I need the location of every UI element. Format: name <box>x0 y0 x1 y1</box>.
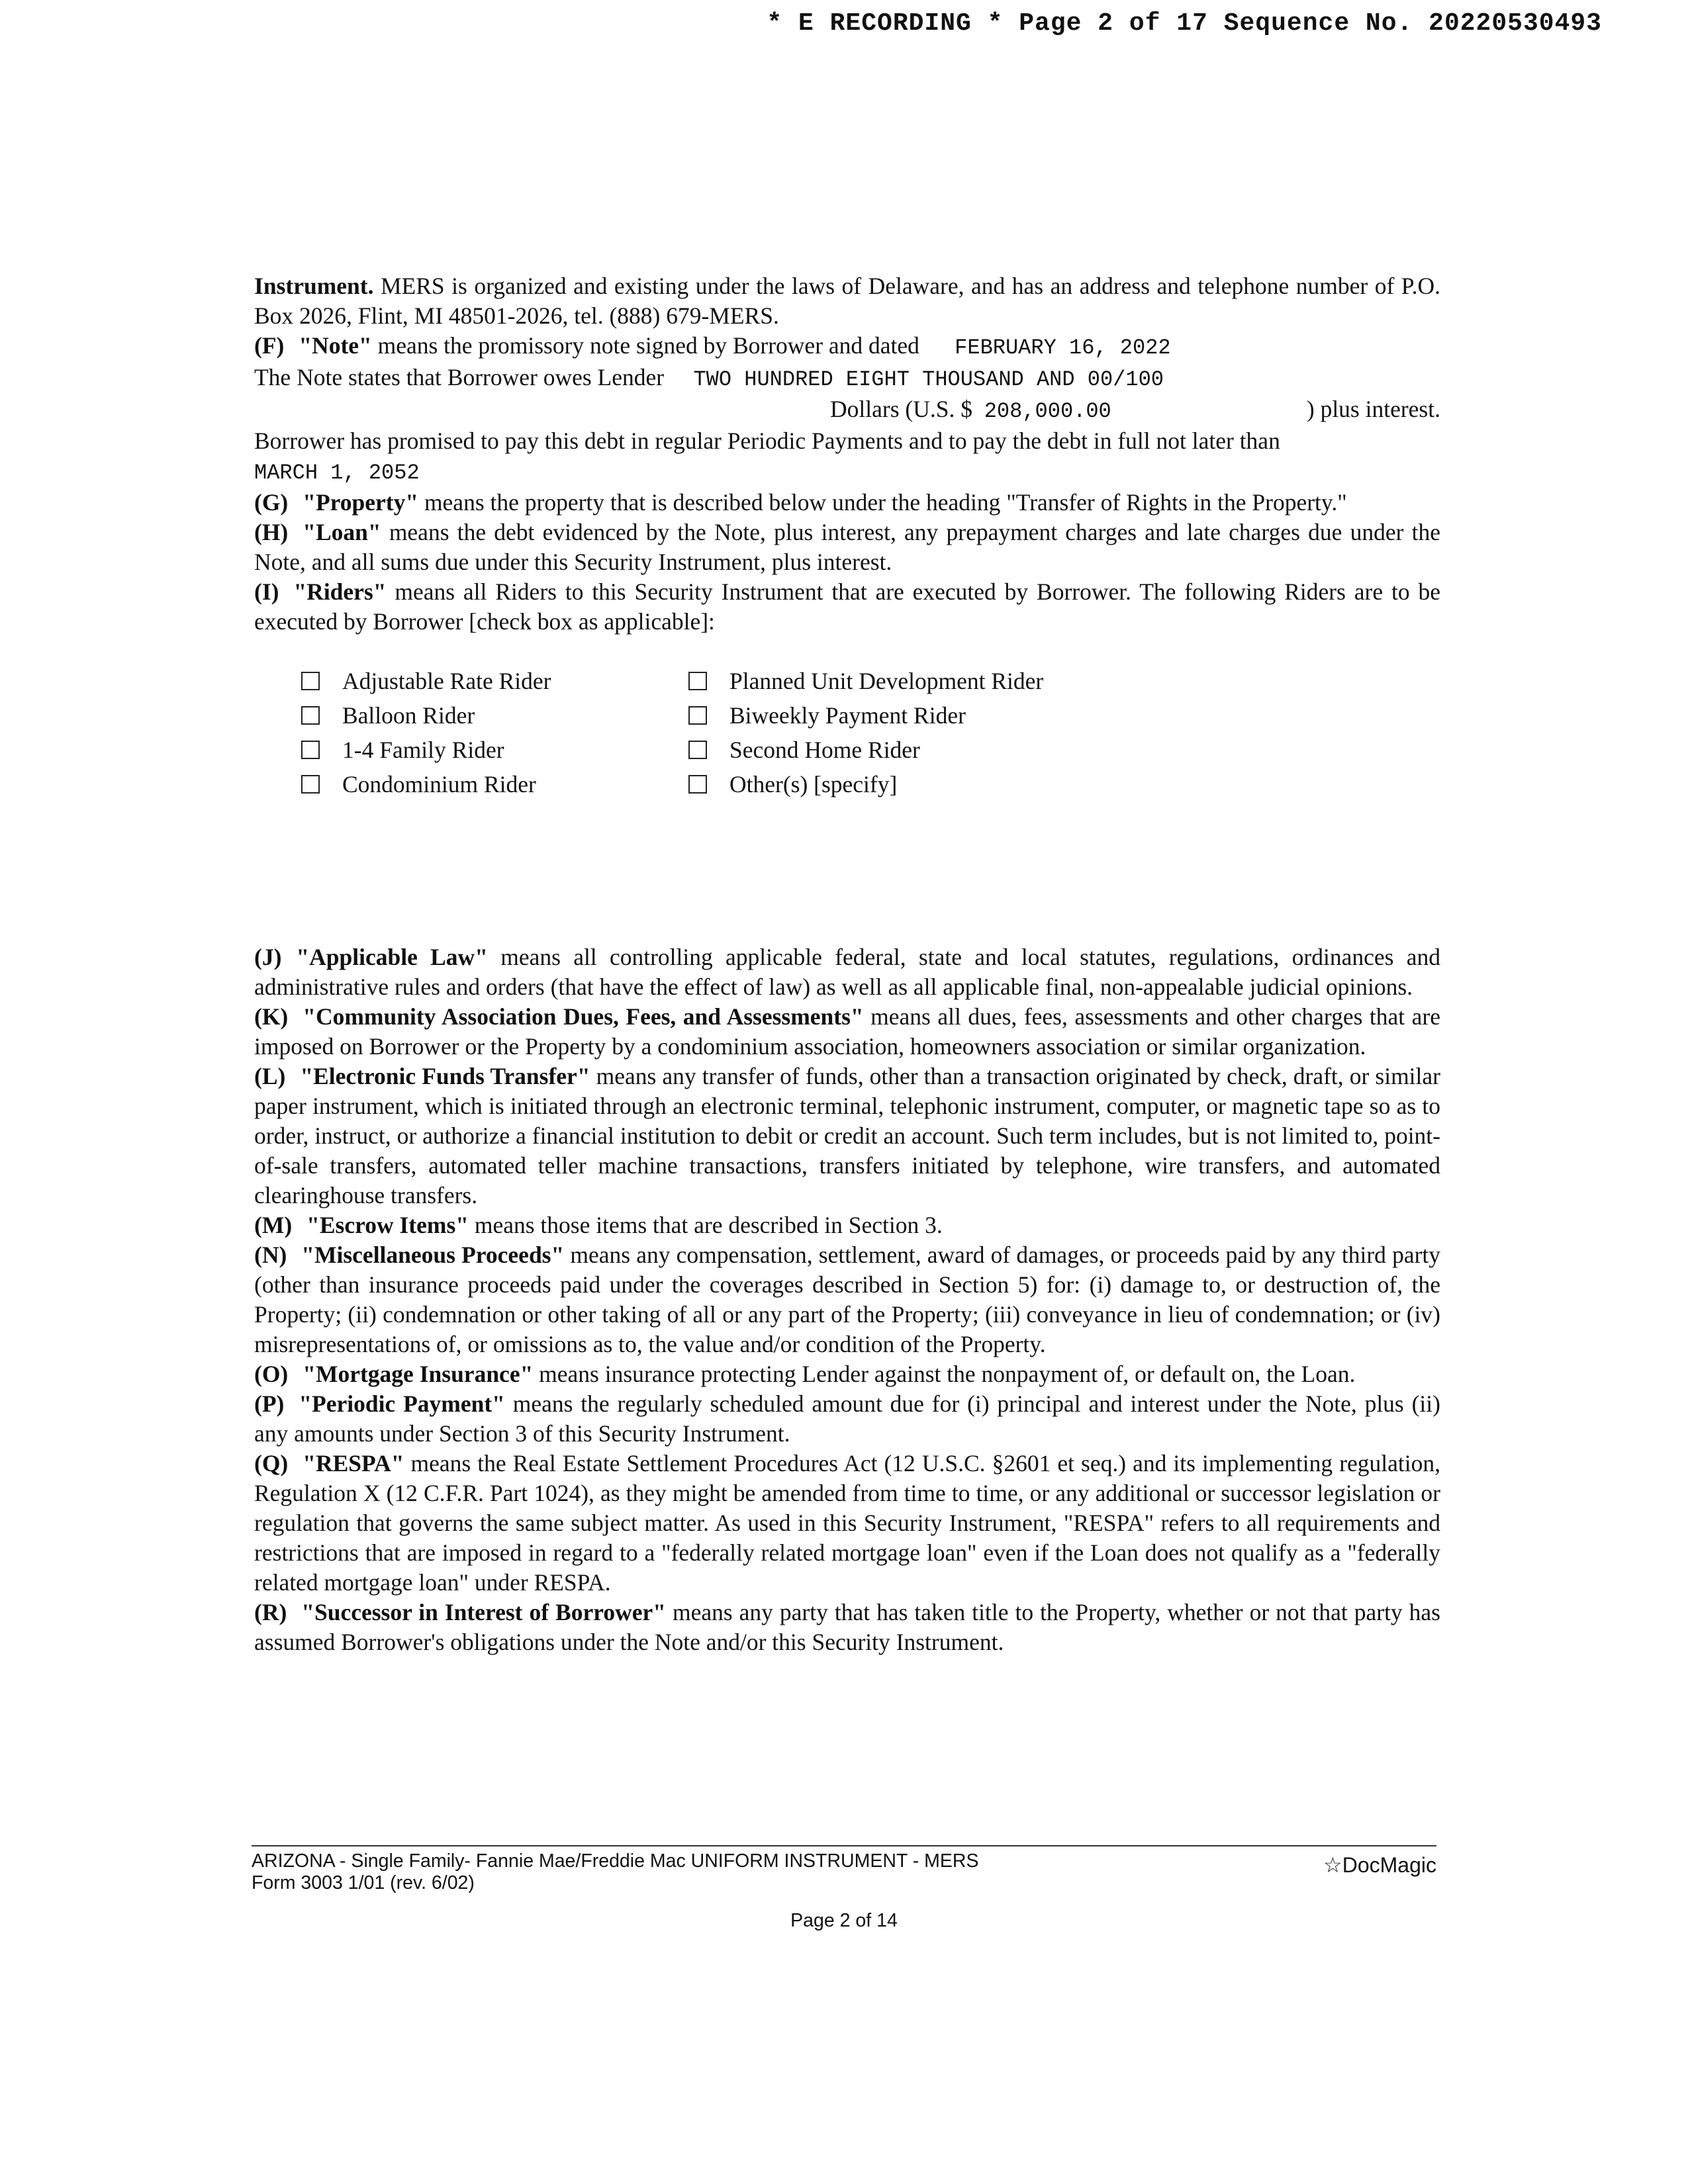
checkbox[interactable] <box>688 741 707 759</box>
definition-label: (P) <box>254 1390 285 1417</box>
loan-term: "Loan" <box>303 519 381 545</box>
page-number: Page 2 of 14 <box>790 1910 898 1931</box>
definition-term: "Electronic Funds Transfer" <box>300 1063 590 1089</box>
note-text: means the promissory note signed by Borrower and dated <box>371 332 919 359</box>
definition-escrow-items <box>254 1210 1440 1240</box>
rider-label: Condominium Rider <box>342 771 536 797</box>
rider-planned-unit-development[interactable] <box>688 665 1152 697</box>
definition-text: means any party that has taken title to the Property, whether or not that party has assumed Borrower's obligations under the Note and/or this Security Instrument. <box>254 1599 1440 1655</box>
promise-paragraph <box>254 426 1440 488</box>
definition-term: "Periodic Payment" <box>299 1390 505 1417</box>
dollars-suffix: ) plus interest. <box>1306 396 1440 422</box>
loan-text: means the debt evidenced by the Note, plus interest, any prepayment charges and late charges due under the Note, and all sums due under this Security Instrument, plus interest. <box>254 519 1440 575</box>
definition-text: means all controlling applicable federal, state and local statutes, regulations, ordinances and administrative rules and orders (that have the effect of law) as well as all applicable final, non-appealable judicial opinions. <box>254 944 1440 1000</box>
property-label: (G) <box>254 489 289 516</box>
definition-label: (K) <box>254 1003 289 1030</box>
definition-term: "Mortgage Insurance" <box>303 1361 534 1387</box>
loan-label: (H) <box>254 519 289 545</box>
definition-label: (O) <box>254 1361 289 1387</box>
maturity-date: MARCH 1, 2052 <box>254 461 420 485</box>
checkbox[interactable] <box>688 672 707 690</box>
definition-text: means those items that are described in Section 3. <box>468 1212 943 1238</box>
amount-number: 208,000.00 <box>984 399 1111 424</box>
property-term: "Property" <box>303 489 419 516</box>
rider-adjustable-rate[interactable] <box>301 665 688 697</box>
note-term: "Note" <box>299 332 372 359</box>
instrument-lead: Instrument. <box>254 273 374 299</box>
definition-applicable-law <box>254 942 1440 1002</box>
rider-label: 1-4 Family Rider <box>342 737 504 763</box>
brand-name: DocMagic <box>1342 1853 1436 1877</box>
definition-periodic-payment <box>254 1389 1440 1449</box>
dollars-prefix: Dollars (U.S. $ <box>830 396 972 422</box>
checkbox[interactable] <box>688 706 707 725</box>
rider-balloon[interactable] <box>301 700 688 731</box>
definition-term: "Escrow Items" <box>306 1212 469 1238</box>
definition-label: (L) <box>254 1063 286 1089</box>
owes-line <box>254 363 1440 394</box>
dollars-line <box>254 394 1440 426</box>
definitions-intro <box>254 271 1440 637</box>
rider-label: Biweekly Payment Rider <box>729 702 966 729</box>
definition-term: "RESPA" <box>303 1450 404 1477</box>
checkbox[interactable] <box>301 741 320 759</box>
definition-respa <box>254 1449 1440 1598</box>
definition-text: means the regularly scheduled amount due for (i) principal and interest under the Note, plus (ii) any amounts under Section 3 of this Security Instrument. <box>254 1390 1440 1447</box>
page-footer <box>252 1850 1436 1932</box>
rider-label: Planned Unit Development Rider <box>729 668 1044 694</box>
definitions-list <box>254 942 1440 1657</box>
rider-label: Other(s) [specify] <box>729 771 898 797</box>
definition-term: "Community Association Dues, Fees, and Assessments" <box>303 1003 864 1030</box>
definition-text: means insurance protecting Lender against the nonpayment of, or default on, the Loan. <box>533 1361 1356 1387</box>
rider-1-4-family[interactable] <box>301 734 688 766</box>
definition-term: "Miscellaneous Proceeds" <box>301 1242 565 1268</box>
property-text: means the property that is described below under the heading "Transfer of Rights in the Property." <box>418 489 1347 516</box>
definition-electronic-funds-transfer <box>254 1062 1440 1210</box>
definition-text: means all dues, fees, assessments and other charges that are imposed on Borrower or the Property by a condominium association, homeowners association or similar organization. <box>254 1003 1440 1060</box>
definition-community-association-dues <box>254 1002 1440 1062</box>
riders-term: "Riders" <box>293 578 387 605</box>
recording-header: * E RECORDING * Page 2 of 17 Sequence No. 20220530493 <box>767 9 1602 38</box>
definition-text: means the Real Estate Settlement Procedures Act (12 U.S.C. §2601 et seq.) and its implementing regulation, Regulation X (12 C.F.R. Part 1024), as they might be amended from time to time, or any additional or successor legislation or regulation that governs the same subject matter. As used in this Security Instrument, "RESPA" refers to all requirements and restrictions that are imposed in regard to a "federally related mortgage loan" even if the Loan does not qualify as a "federally related mortgage loan" under RESPA. <box>254 1450 1440 1596</box>
definition-text: means any transfer of funds, other than a transaction originated by check, draft, or similar paper instrument, which is initiated through an electronic terminal, telephonic instrument, computer, or magnetic tape so as to order, instruct, or authorize a financial institution to debit or credit an account. Such term includes, but is not limited to, point-of-sale transfers, automated teller machine transactions, transfers initiated by telephone, wire transfers, and automated clearinghouse transfers. <box>254 1063 1440 1208</box>
checkbox[interactable] <box>301 706 320 725</box>
owes-text: The Note states that Borrower owes Lender <box>254 364 665 390</box>
definition-label: (M) <box>254 1212 293 1238</box>
definition-label: (Q) <box>254 1450 289 1477</box>
note-date: FEBRUARY 16, 2022 <box>955 336 1171 360</box>
rider-others[interactable] <box>688 768 1152 800</box>
rider-condominium[interactable] <box>301 768 688 800</box>
checkbox[interactable] <box>301 672 320 690</box>
rider-label: Second Home Rider <box>729 737 920 763</box>
footer-divider <box>252 1845 1436 1846</box>
promise-text: Borrower has promised to pay this debt in regular Periodic Payments and to pay the debt in full not later than <box>254 428 1280 454</box>
definition-text: means any compensation, settlement, award of damages, or proceeds paid by any third party (other than insurance proceeds paid under the coverages described in Section 5) for: (i) damage to, or destruction of, the Property; (ii) condemnation or other taking of all or any part of the Property; (iii) conveyance in lieu of condemnation; or (iv) misrepresentations of, or omissions as to, the value and/or condition of the Property. <box>254 1242 1441 1357</box>
definition-mortgage-insurance <box>254 1359 1440 1389</box>
note-definition <box>254 331 1440 363</box>
mers-paragraph <box>254 271 1440 331</box>
loan-definition <box>254 518 1440 577</box>
definition-term: "Applicable Law" <box>296 944 488 970</box>
rider-label: Adjustable Rate Rider <box>342 668 551 694</box>
riders-label: (I) <box>254 578 279 605</box>
riders-text: means all Riders to this Security Instrument that are executed by Borrower. The following Riders are to be executed by Borrower [check box as applicable]: <box>254 578 1440 635</box>
definition-label: (J) <box>254 944 282 970</box>
rider-biweekly-payment[interactable] <box>688 700 1152 731</box>
definition-label: (R) <box>254 1599 287 1625</box>
definition-miscellaneous-proceeds <box>254 1240 1440 1359</box>
form-number: Form 3003 1/01 (rev. 6/02) <box>252 1872 475 1893</box>
checkbox[interactable] <box>688 775 707 794</box>
definition-label: (N) <box>254 1242 287 1268</box>
property-definition <box>254 488 1440 518</box>
definition-successor-in-interest <box>254 1598 1440 1657</box>
docmagic-logo <box>1323 1854 1436 1876</box>
checkbox[interactable] <box>301 775 320 794</box>
mers-text: MERS is organized and existing under the laws of Delaware, and has an address and telephone number of P.O. Box 2026, Flint, MI 48501-2026, tel. (888) 679-MERS. <box>254 273 1440 329</box>
rider-second-home[interactable] <box>688 734 1152 766</box>
star-icon: ☆ <box>1323 1853 1342 1877</box>
riders-checklist <box>301 665 1228 800</box>
form-title: ARIZONA - Single Family- Fannie Mae/Freddie Mac UNIFORM INSTRUMENT - MERS <box>252 1850 979 1872</box>
riders-definition <box>254 577 1440 637</box>
rider-label: Balloon Rider <box>342 702 475 729</box>
amount-words: TWO HUNDRED EIGHT THOUSAND AND 00/100 <box>693 367 1164 392</box>
definition-term: "Successor in Interest of Borrower" <box>301 1599 666 1625</box>
note-label: (F) <box>254 332 285 359</box>
